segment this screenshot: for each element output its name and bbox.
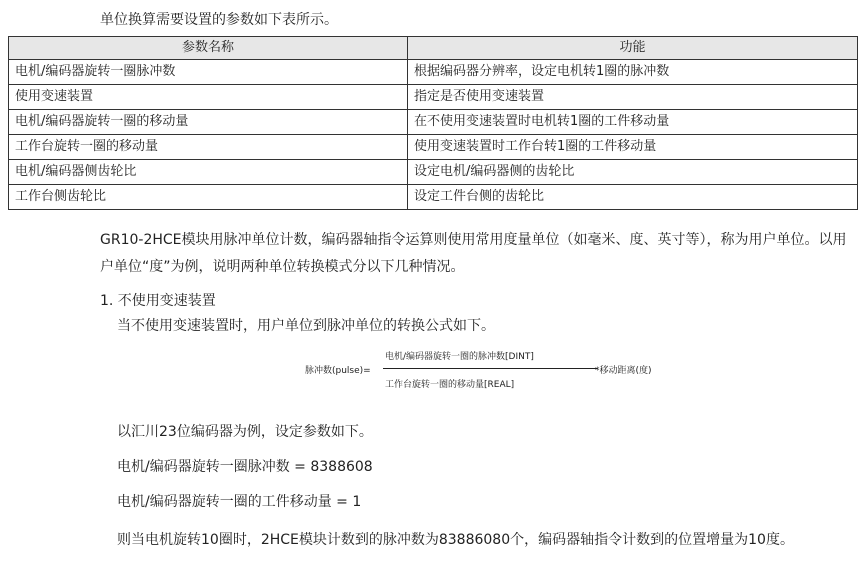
formula-denominator: 工作台旋转一圈的移动量[REAL] bbox=[385, 380, 515, 390]
intro-text: 单位换算需要设置的参数如下表所示。 bbox=[100, 12, 338, 28]
header-function: 功能 bbox=[408, 37, 858, 60]
function-cell: 根据编码器分辨率，设定电机转1圈的脉冲数 bbox=[408, 60, 858, 85]
table-header-row bbox=[9, 37, 858, 60]
function-cell: 设定工件台侧的齿轮比 bbox=[408, 185, 858, 210]
table-row bbox=[9, 135, 858, 160]
conversion-formula bbox=[305, 347, 685, 393]
function-cell: 使用变速装置时工作台转1圈的工件移动量 bbox=[408, 135, 858, 160]
header-param-name: 参数名称 bbox=[9, 37, 408, 60]
example-intro: 以汇川23位编码器为例，设定参数如下。 bbox=[117, 424, 373, 440]
example-result: 则当电机旋转10圈时，2HCE模块计数到的脉冲数为83886080个，编码器轴指令计数到的位置增量为10度。 bbox=[117, 532, 794, 548]
function-cell: 设定电机/编码器侧的齿轮比 bbox=[408, 160, 858, 185]
param-name-cell: 工作台侧齿轮比 bbox=[9, 185, 408, 210]
formula-rhs: *移动距离(度) bbox=[595, 366, 652, 376]
param-name-cell: 工作台旋转一圈的移动量 bbox=[9, 135, 408, 160]
function-cell: 指定是否使用变速装置 bbox=[408, 85, 858, 110]
param-name-cell: 电机/编码器侧齿轮比 bbox=[9, 160, 408, 185]
function-cell: 在不使用变速装置时电机转1圈的工件移动量 bbox=[408, 110, 858, 135]
table-row bbox=[9, 185, 858, 210]
table-row bbox=[9, 160, 858, 185]
formula-numerator: 电机/编码器旋转一圈的脉冲数[DINT] bbox=[385, 352, 534, 362]
table-row bbox=[9, 60, 858, 85]
parameter-table bbox=[8, 36, 858, 210]
table-row bbox=[9, 110, 858, 135]
example-param-movement: 电机/编码器旋转一圈的工件移动量 = 1 bbox=[117, 494, 362, 510]
param-name-cell: 电机/编码器旋转一圈的移动量 bbox=[9, 110, 408, 135]
fraction-bar bbox=[383, 368, 597, 369]
example-param-pulses: 电机/编码器旋转一圈脉冲数 = 8388608 bbox=[117, 459, 373, 475]
table-row bbox=[9, 85, 858, 110]
param-name-cell: 使用变速装置 bbox=[9, 85, 408, 110]
formula-lhs: 脉冲数(pulse)= bbox=[305, 366, 371, 376]
section-heading: 1. 不使用变速装置 bbox=[100, 293, 216, 309]
param-name-cell: 电机/编码器旋转一圈脉冲数 bbox=[9, 60, 408, 85]
user-unit-paragraph: GR10-2HCE模块用脉冲单位计数，编码器轴指令运算则使用常用度量单位（如毫米、度、英寸等），称为用户单位。以用户单位“度”为例，说明两种单位转换模式分以下几种情况。 bbox=[100, 232, 847, 275]
section-description: 当不使用变速装置时，用户单位到脉冲单位的转换公式如下。 bbox=[117, 318, 495, 334]
